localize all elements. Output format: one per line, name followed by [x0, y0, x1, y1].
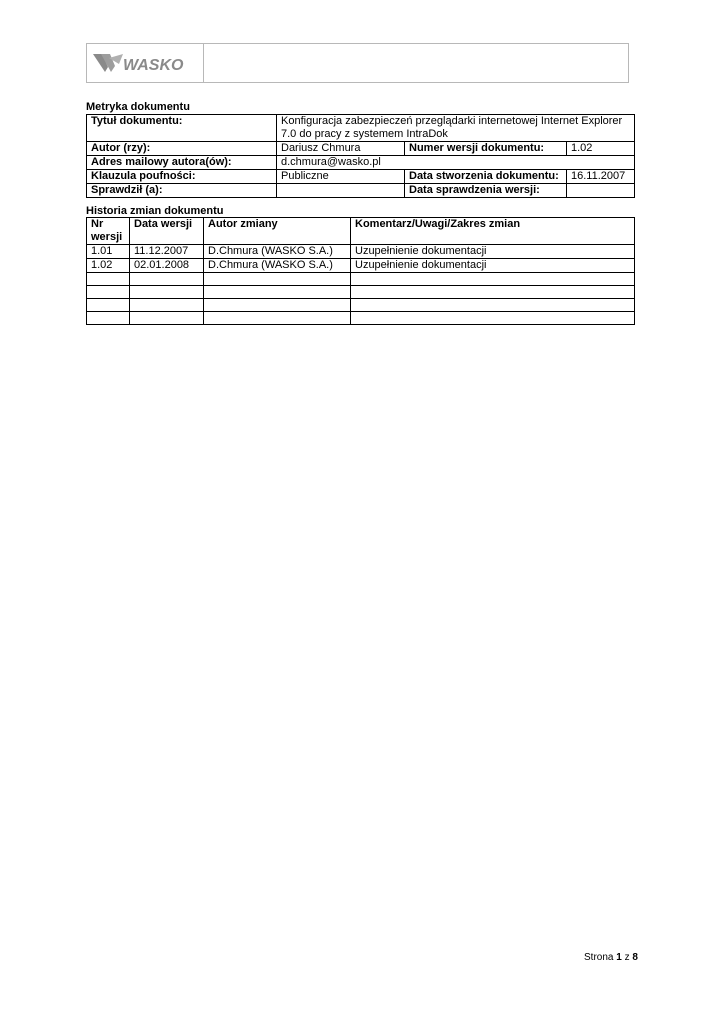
column-header: Autor zmiany [204, 218, 351, 245]
author-value: Dariusz Chmura [277, 142, 405, 156]
document-header [86, 43, 629, 83]
table-cell [351, 286, 635, 299]
title-label: Tytuł dokumentu: [87, 115, 277, 142]
table-cell [130, 299, 204, 312]
check-date-value [567, 184, 635, 198]
table-row [87, 259, 635, 273]
table-header-row [87, 218, 635, 245]
table-cell: D.Chmura (WASKO S.A.) [204, 259, 351, 273]
table-cell: D.Chmura (WASKO S.A.) [204, 245, 351, 259]
table-row [87, 170, 635, 184]
version-label: Numer wersji dokumentu: [405, 142, 567, 156]
table-row [87, 312, 635, 325]
checked-by-value [277, 184, 405, 198]
table-cell: Uzupełnienie dokumentacji [351, 245, 635, 259]
clause-label: Klauzula poufności: [87, 170, 277, 184]
table-row [87, 286, 635, 299]
email-value: d.chmura@wasko.pl [277, 156, 635, 170]
column-header: Nr wersji [87, 218, 130, 245]
title-value: Konfiguracja zabezpieczeń przeglądarki internetowej Internet Explorer 7.0 do pracy z systemem IntraDok [277, 115, 635, 142]
table-cell [130, 312, 204, 325]
table-row [87, 184, 635, 198]
table-cell [351, 299, 635, 312]
column-header: Data wersji [130, 218, 204, 245]
total-pages: 8 [632, 952, 638, 963]
table-row [87, 115, 635, 142]
clause-value: Publiczne [277, 170, 405, 184]
table-cell [204, 273, 351, 286]
table-cell [204, 299, 351, 312]
page-number [584, 952, 638, 963]
wasko-logo [93, 52, 197, 74]
table-row [87, 245, 635, 259]
table-cell: 1.02 [87, 259, 130, 273]
column-header: Komentarz/Uwagi/Zakres zmian [351, 218, 635, 245]
table-cell [87, 273, 130, 286]
created-label: Data stworzenia dokumentu: [405, 170, 567, 184]
table-cell [87, 312, 130, 325]
logo-cell [87, 44, 204, 82]
table-cell: Uzupełnienie dokumentacji [351, 259, 635, 273]
table-cell [351, 312, 635, 325]
table-cell: 02.01.2008 [130, 259, 204, 273]
table-cell [130, 286, 204, 299]
metryka-heading: Metryka dokumentu [86, 101, 190, 113]
table-cell [87, 299, 130, 312]
page-prefix: Strona [584, 952, 614, 963]
table-row [87, 142, 635, 156]
table-cell: 1.01 [87, 245, 130, 259]
table-cell [130, 273, 204, 286]
table-cell [204, 286, 351, 299]
current-page: 1 [616, 952, 622, 963]
table-cell [204, 312, 351, 325]
table-cell [351, 273, 635, 286]
version-value: 1.02 [567, 142, 635, 156]
created-value: 16.11.2007 [567, 170, 635, 184]
check-date-label: Data sprawdzenia wersji: [405, 184, 567, 198]
historia-heading: Historia zmian dokumentu [86, 205, 224, 217]
table-cell: 11.12.2007 [130, 245, 204, 259]
email-label: Adres mailowy autora(ów): [87, 156, 277, 170]
page-separator: z [624, 952, 630, 963]
table-cell [87, 286, 130, 299]
logo-text: WASKO [123, 57, 184, 74]
table-row [87, 273, 635, 286]
metryka-table [86, 114, 635, 198]
historia-table [86, 217, 635, 325]
table-row [87, 156, 635, 170]
table-row [87, 299, 635, 312]
author-label: Autor (rzy): [87, 142, 277, 156]
checked-by-label: Sprawdził (a): [87, 184, 277, 198]
